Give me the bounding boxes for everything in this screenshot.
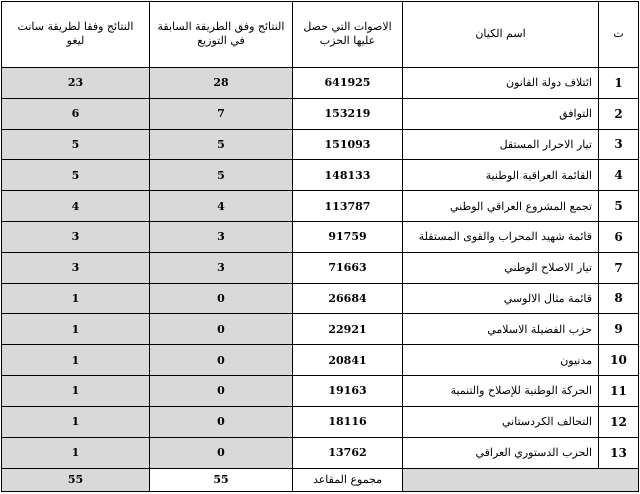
row-entity-name: التوافق xyxy=(403,98,599,129)
row-entity-name: حزب الفضيلة الاسلامي xyxy=(403,314,599,345)
row-old-seats: 3 xyxy=(150,252,293,283)
row-entity-name: الحزب الدستوري العراقي xyxy=(403,437,599,468)
row-index: 12 xyxy=(599,406,639,437)
total-old: 55 xyxy=(150,468,293,491)
row-entity-name: الحركة الوطنية للإصلاح والتنمية xyxy=(403,376,599,407)
row-votes: 19163 xyxy=(293,376,403,407)
row-old-seats: 0 xyxy=(150,283,293,314)
row-index: 3 xyxy=(599,129,639,160)
header-entity: اسم الكيان xyxy=(403,2,599,68)
table-row xyxy=(2,314,639,345)
row-votes: 71663 xyxy=(293,252,403,283)
row-index: 6 xyxy=(599,221,639,252)
row-votes: 22921 xyxy=(293,314,403,345)
row-entity-name: تيار الاحرار المستقل xyxy=(403,129,599,160)
row-entity-name: قائمة شهيد المحراب والقوى المستقلة xyxy=(403,221,599,252)
total-blank xyxy=(403,468,639,491)
row-index: 10 xyxy=(599,345,639,376)
row-votes: 151093 xyxy=(293,129,403,160)
row-index: 5 xyxy=(599,191,639,222)
table-row xyxy=(2,191,639,222)
table-row xyxy=(2,252,639,283)
row-new-seats: 5 xyxy=(2,160,150,191)
header-old-method: النتائج وفق الطريقة السابقة في التوزيع xyxy=(150,2,293,68)
header-sainte-lague: النتائج وفقا لطريقة سانت ليغو xyxy=(2,2,150,68)
row-old-seats: 3 xyxy=(150,221,293,252)
table-row xyxy=(2,376,639,407)
row-old-seats: 0 xyxy=(150,437,293,468)
row-index: 9 xyxy=(599,314,639,345)
row-index: 2 xyxy=(599,98,639,129)
row-new-seats: 1 xyxy=(2,376,150,407)
table-body xyxy=(2,67,639,468)
row-new-seats: 5 xyxy=(2,129,150,160)
row-new-seats: 1 xyxy=(2,283,150,314)
row-index: 8 xyxy=(599,283,639,314)
row-old-seats: 28 xyxy=(150,67,293,98)
row-old-seats: 0 xyxy=(150,406,293,437)
row-votes: 153219 xyxy=(293,98,403,129)
row-new-seats: 3 xyxy=(2,252,150,283)
row-index: 1 xyxy=(599,67,639,98)
row-new-seats: 1 xyxy=(2,345,150,376)
row-old-seats: 0 xyxy=(150,314,293,345)
row-votes: 113787 xyxy=(293,191,403,222)
row-votes: 13762 xyxy=(293,437,403,468)
table-row xyxy=(2,437,639,468)
row-index: 7 xyxy=(599,252,639,283)
row-old-seats: 4 xyxy=(150,191,293,222)
row-index: 4 xyxy=(599,160,639,191)
header-votes: الاصوات التي حصل عليها الحزب xyxy=(293,2,403,68)
table-row xyxy=(2,129,639,160)
row-index: 13 xyxy=(599,437,639,468)
row-old-seats: 7 xyxy=(150,98,293,129)
table-row xyxy=(2,98,639,129)
row-entity-name: ائتلاف دولة القانون xyxy=(403,67,599,98)
table-row xyxy=(2,406,639,437)
row-new-seats: 6 xyxy=(2,98,150,129)
row-old-seats: 0 xyxy=(150,376,293,407)
total-new: 55 xyxy=(2,468,150,491)
table-row xyxy=(2,67,639,98)
row-entity-name: القائمة العراقية الوطنية xyxy=(403,160,599,191)
row-new-seats: 23 xyxy=(2,67,150,98)
row-old-seats: 0 xyxy=(150,345,293,376)
row-votes: 641925 xyxy=(293,67,403,98)
total-label: مجموع المقاعد xyxy=(293,468,403,491)
row-votes: 18116 xyxy=(293,406,403,437)
row-entity-name: تيار الاصلاح الوطني xyxy=(403,252,599,283)
row-entity-name: قائمة مثال الالوسي xyxy=(403,283,599,314)
seat-results-table xyxy=(1,1,639,492)
row-entity-name: تجمع المشروع العراقي الوطني xyxy=(403,191,599,222)
row-new-seats: 1 xyxy=(2,437,150,468)
row-old-seats: 5 xyxy=(150,129,293,160)
row-votes: 26684 xyxy=(293,283,403,314)
table-row xyxy=(2,221,639,252)
header-row xyxy=(2,2,639,68)
row-entity-name: مدنيون xyxy=(403,345,599,376)
total-row xyxy=(2,468,639,491)
table-row xyxy=(2,160,639,191)
row-votes: 91759 xyxy=(293,221,403,252)
row-old-seats: 5 xyxy=(150,160,293,191)
row-index: 11 xyxy=(599,376,639,407)
table-row xyxy=(2,283,639,314)
row-new-seats: 3 xyxy=(2,221,150,252)
row-new-seats: 4 xyxy=(2,191,150,222)
table-row xyxy=(2,345,639,376)
row-votes: 148133 xyxy=(293,160,403,191)
row-entity-name: التحالف الكردستاني xyxy=(403,406,599,437)
row-votes: 20841 xyxy=(293,345,403,376)
header-index: ت xyxy=(599,2,639,68)
row-new-seats: 1 xyxy=(2,406,150,437)
row-new-seats: 1 xyxy=(2,314,150,345)
